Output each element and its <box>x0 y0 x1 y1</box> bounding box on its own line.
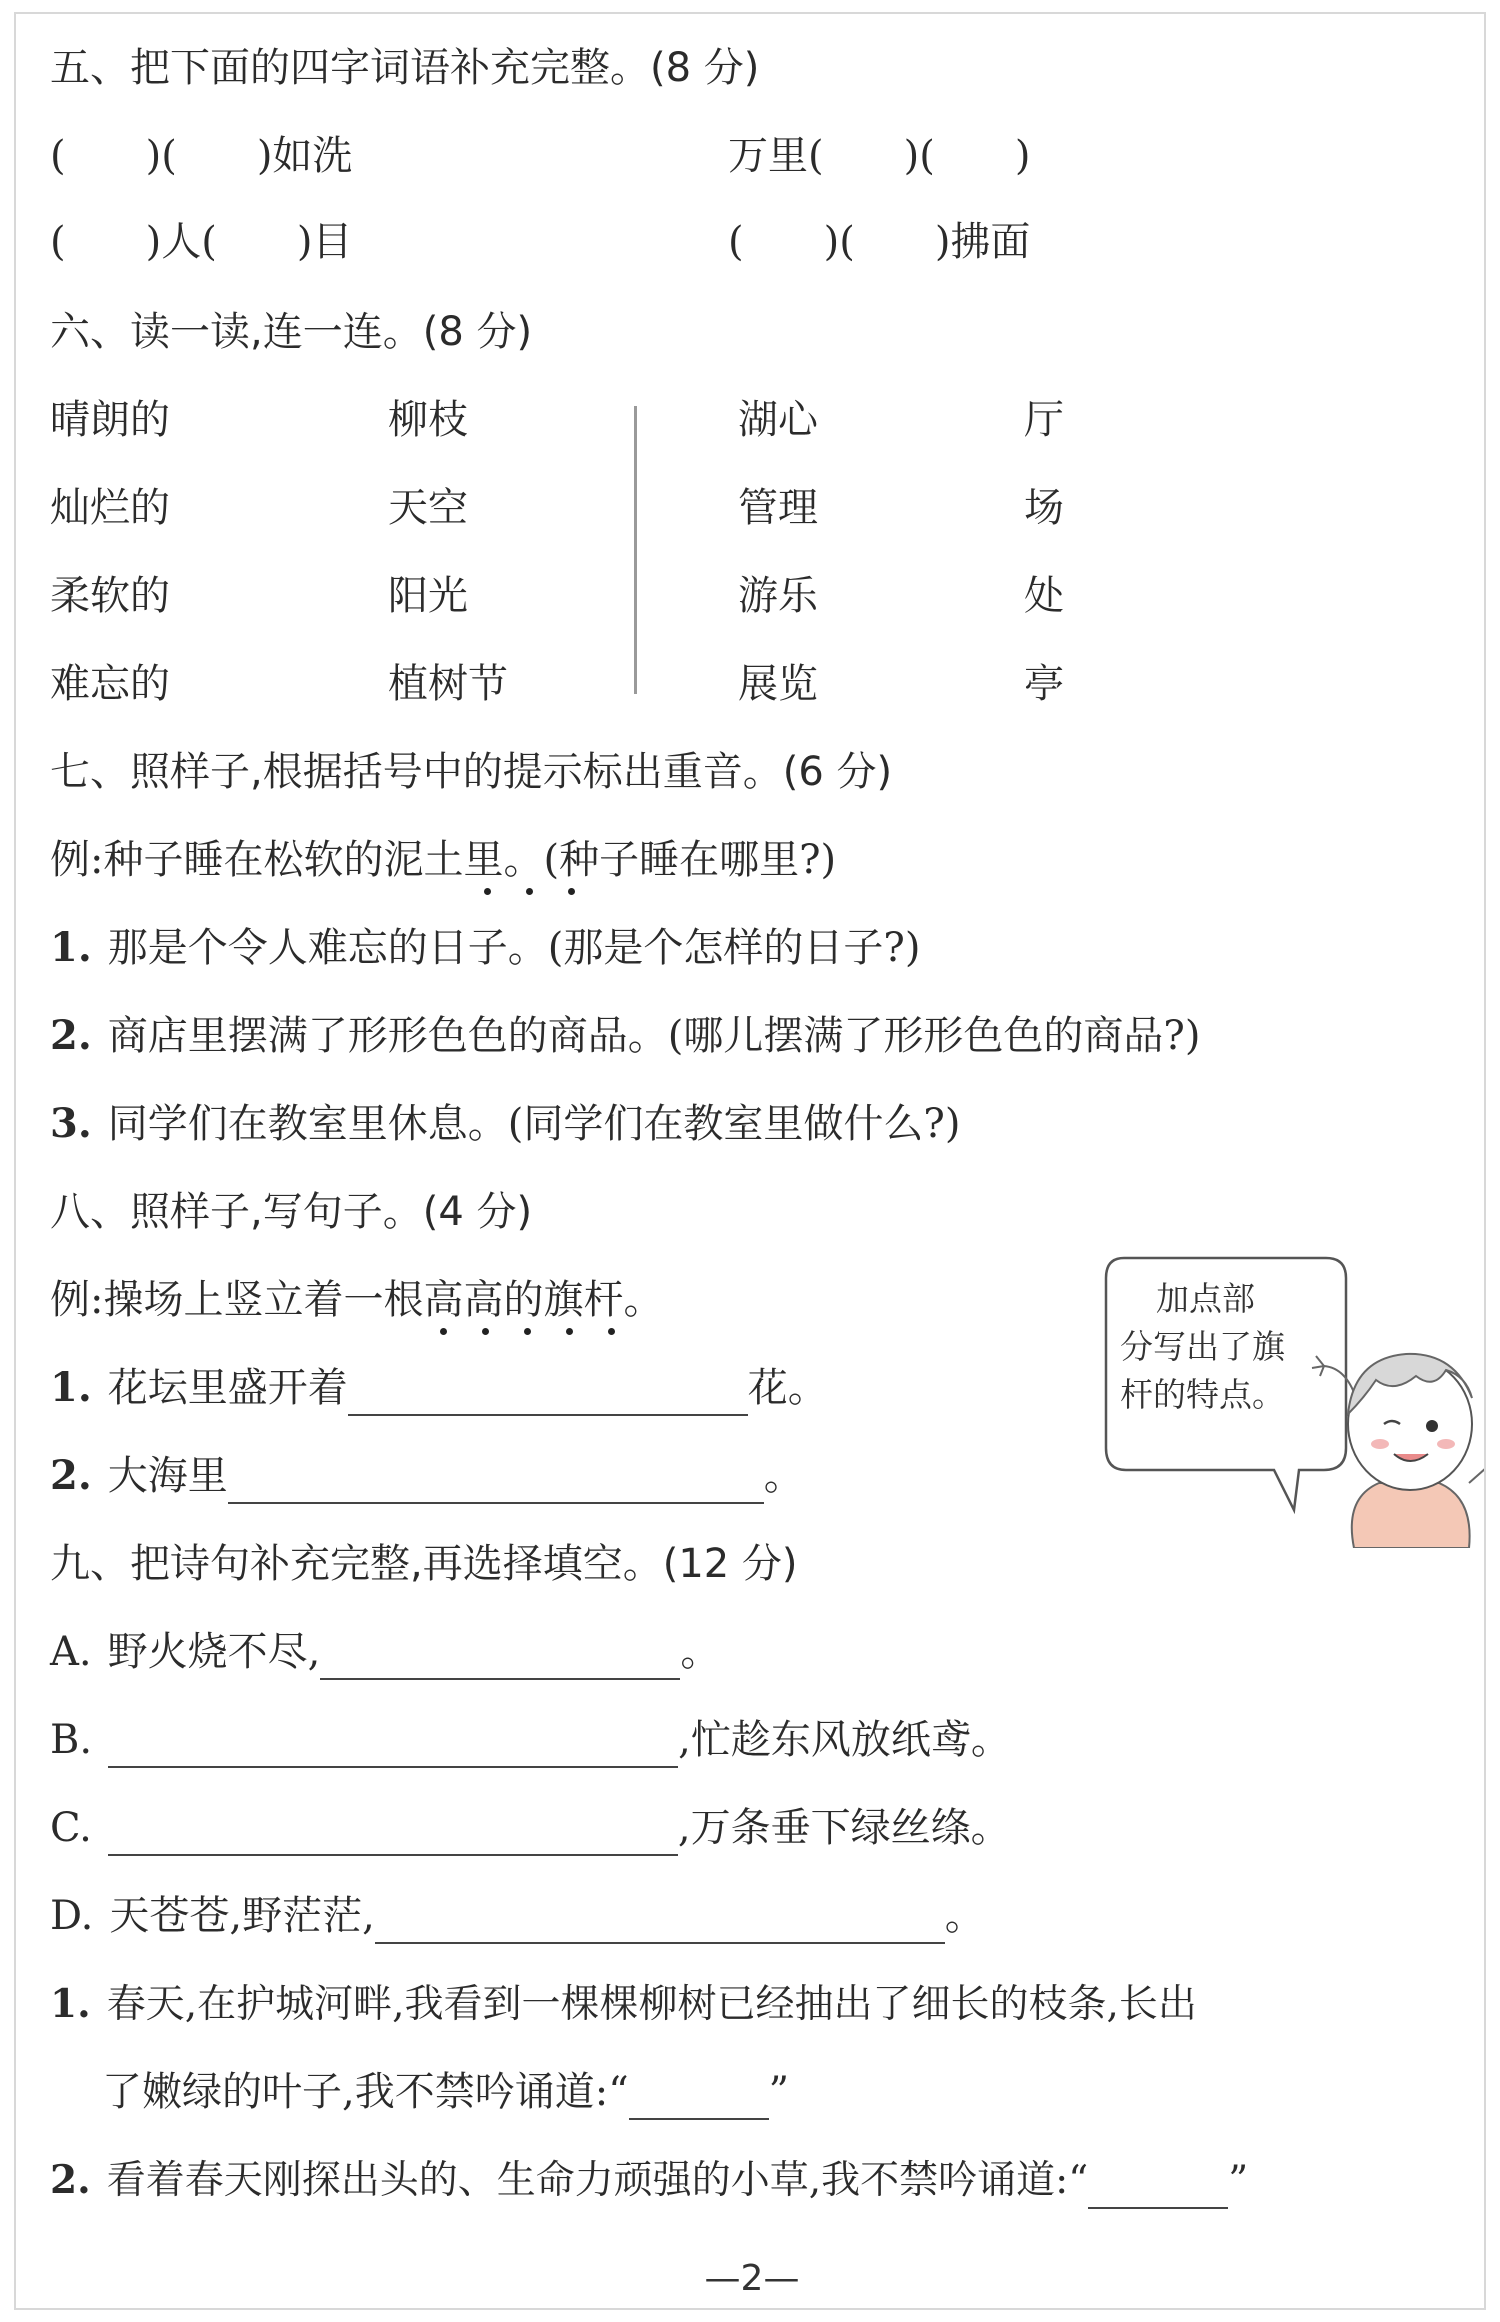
sentence-text: 春天,在护城河畔,我看到一棵棵柳树已经抽出了细长的枝条,长出 <box>106 1982 1197 2027</box>
match-right-target: 处 <box>1024 573 1064 619</box>
match-left-word: 柔软的 <box>50 573 170 619</box>
question-number: 1. <box>50 1981 91 2027</box>
speech-bubble <box>1094 1248 1484 1552</box>
sentence-suffix: ” <box>768 2069 790 2115</box>
poem-suffix: ,万条垂下绿丝绦。 <box>677 1805 1011 1851</box>
match-left-word: 灿烂的 <box>50 485 170 531</box>
sec7-q3 <box>50 1096 960 1152</box>
poem-a <box>50 1624 720 1680</box>
question-number: 2. <box>50 2157 91 2203</box>
sentence-text: 同学们在教室里休息。(同学们在教室里做什么?) <box>107 1101 961 1147</box>
sec8-q1 <box>50 1360 828 1416</box>
sentence-text: 商店里摆满了形形色色的商品。(哪儿摆满了形形色色的商品?) <box>107 1013 1201 1059</box>
question-number: 3. <box>50 1100 92 1147</box>
section9-title: 九、把诗句补充完整,再选择填空。(12 分) <box>50 1541 798 1587</box>
sec9-q2 <box>50 2152 1248 2209</box>
match-right-word: 管理 <box>738 485 818 531</box>
question-number: 1. <box>50 924 92 971</box>
poem-suffix: 。 <box>680 1629 721 1675</box>
poem-c <box>50 1800 1011 1856</box>
answer-blank[interactable] <box>629 2074 769 2120</box>
sentence-suffix: 花。 <box>747 1365 828 1411</box>
match-left-target: 阳光 <box>388 573 468 619</box>
section7-title: 七、照样子,根据括号中的提示标出重音。(6 分) <box>50 749 893 795</box>
question-number: 2. <box>50 1452 92 1499</box>
answer-blank[interactable] <box>348 1370 748 1416</box>
sec9-q1-line2 <box>102 2064 789 2120</box>
answer-blank[interactable] <box>1088 2163 1228 2209</box>
sec7-q1 <box>50 920 920 976</box>
option-label: C. <box>50 1805 92 1851</box>
sec8-example: 例:操场上竖立着一根高高的旗杆。 <box>50 1277 664 1323</box>
option-label: D. <box>50 1893 94 1939</box>
sentence-prefix: 大海里 <box>107 1453 228 1499</box>
sentence-suffix: ” <box>1228 2158 1249 2203</box>
match-right-target: 亭 <box>1024 661 1064 707</box>
match-left-target: 天空 <box>388 485 468 531</box>
poem-b <box>50 1712 1011 1768</box>
bubble-line: 分写出了旗 <box>1120 1327 1285 1366</box>
sec8-q2 <box>50 1448 804 1504</box>
bubble-line: 杆的特点。 <box>1120 1375 1285 1414</box>
poem-text: 天苍苍,野茫茫, <box>109 1893 375 1939</box>
match-left-word: 难忘的 <box>50 661 170 707</box>
match-left-target: 柳枝 <box>388 397 468 443</box>
sentence-text: 看着春天刚探出头的、生命力顽强的小草,我不禁吟诵道:“ <box>106 2158 1089 2203</box>
sentence-text: 那是个令人难忘的日子。(那是个怎样的日子?) <box>107 925 921 971</box>
question-number: 1. <box>50 1364 92 1411</box>
match-left-target: 植树节 <box>388 661 508 707</box>
poem-suffix: 。 <box>944 1893 985 1939</box>
question-number: 2. <box>50 1012 92 1059</box>
option-label: A. <box>50 1629 92 1675</box>
bubble-line: 加点部 <box>1156 1279 1255 1318</box>
sec9-q1-line1 <box>50 1976 1197 2033</box>
match-left-word: 晴朗的 <box>50 397 170 443</box>
sec5-row2-right: ( )( )拂面 <box>728 219 1031 265</box>
match-right-target: 场 <box>1024 485 1064 531</box>
sentence-prefix: 花坛里盛开着 <box>107 1365 348 1411</box>
sentence-suffix: 。 <box>763 1453 804 1499</box>
column-divider <box>634 406 637 694</box>
poem-d <box>50 1888 985 1944</box>
section6-title: 六、读一读,连一连。(8 分) <box>50 309 533 355</box>
sec7-q2 <box>50 1008 1200 1064</box>
match-right-word: 展览 <box>738 661 818 707</box>
sec5-row2-left: ( )人( )目 <box>50 219 353 265</box>
answer-blank[interactable] <box>108 1722 678 1768</box>
worksheet-page <box>14 12 1486 2310</box>
match-right-word: 湖心 <box>738 397 818 443</box>
answer-blank[interactable] <box>375 1898 945 1944</box>
answer-blank[interactable] <box>320 1634 680 1680</box>
section8-title: 八、照样子,写句子。(4 分) <box>50 1189 533 1235</box>
answer-blank[interactable] <box>228 1458 764 1504</box>
section5-title: 五、把下面的四字词语补充完整。(8 分) <box>50 45 760 91</box>
match-right-target: 厅 <box>1024 397 1064 443</box>
answer-blank[interactable] <box>108 1810 678 1856</box>
page-number: —2— <box>704 2258 800 2299</box>
poem-suffix: ,忙趁东风放纸鸢。 <box>678 1717 1011 1763</box>
option-label: B. <box>50 1717 93 1763</box>
sec5-row1-right: 万里( )( ) <box>728 133 1031 179</box>
sentence-text: 了嫩绿的叶子,我不禁吟诵道:“ <box>102 2069 629 2115</box>
sec7-example: 例:种子睡在松软的泥土里。(种子睡在哪里?) <box>50 837 837 883</box>
sec5-row1-left: ( )( )如洗 <box>50 133 353 179</box>
poem-text: 野火烧不尽, <box>107 1629 321 1675</box>
match-right-word: 游乐 <box>738 573 818 619</box>
